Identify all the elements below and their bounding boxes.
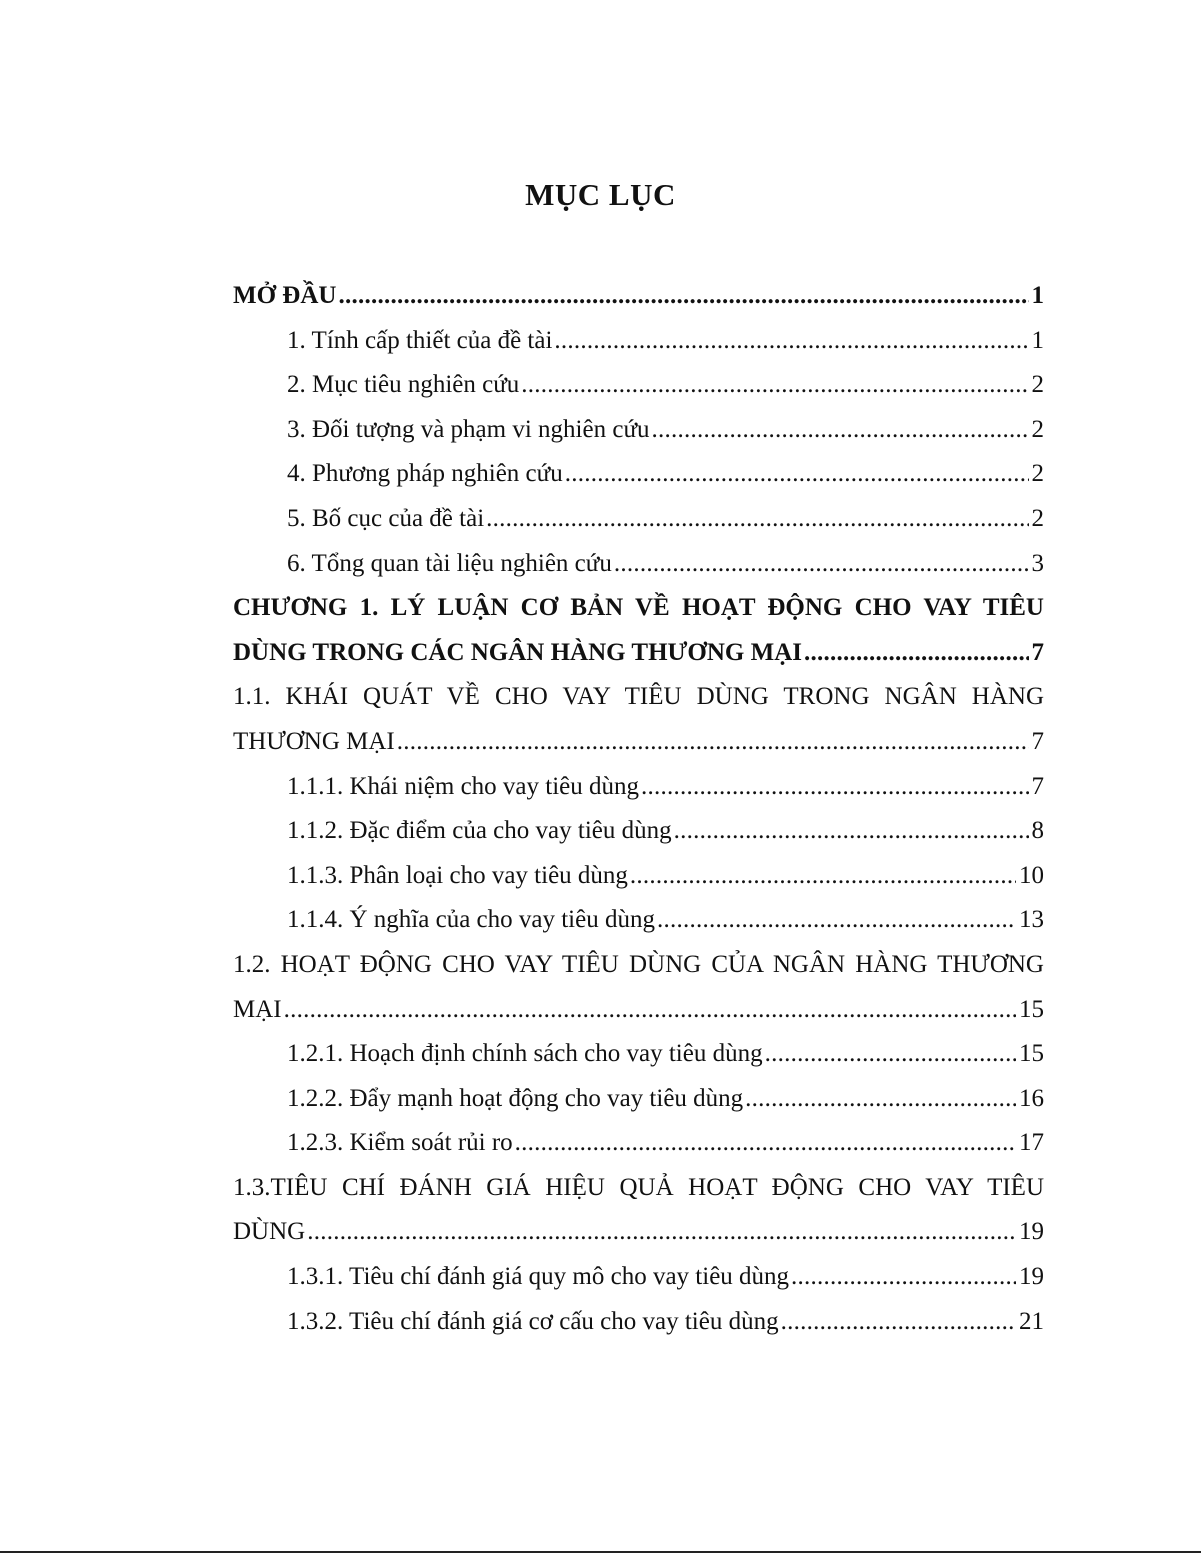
toc-page-number: 10: [1019, 861, 1044, 889]
toc-entry-text: MỞ ĐẦU: [233, 282, 337, 309]
dot-leader: [307, 1210, 1016, 1255]
toc-page-number: 2: [1031, 371, 1044, 399]
toc-page-number: 15: [1019, 1040, 1044, 1068]
toc-entry-text: 2. Mục tiêu nghiên cứu: [287, 371, 520, 399]
toc-entry[interactable]: [233, 765, 1044, 810]
dot-leader: [554, 319, 1028, 364]
toc-entry[interactable]: [233, 319, 1044, 364]
toc-entry[interactable]: [233, 452, 1044, 497]
toc-page-number: 7: [1031, 772, 1044, 800]
toc-entry[interactable]: [233, 363, 1044, 408]
toc-entry-text: 1.2.2. Đẩy mạnh hoạt động cho vay tiêu dùng: [287, 1084, 744, 1112]
dot-leader: [630, 854, 1016, 899]
toc-entry-text: 1.1.1. Khái niệm cho vay tiêu dùng: [287, 772, 640, 800]
toc-entry-last-line: [233, 1210, 1044, 1255]
toc-page-number: 17: [1019, 1129, 1044, 1157]
toc-entry-text: DÙNG TRONG CÁC NGÂN HÀNG THƯƠNG MẠI: [233, 638, 802, 666]
toc-entry-text: 5. Bố cục của đề tài: [287, 504, 485, 532]
toc-entry-text-line1: 1.2. HOẠT ĐỘNG CHO VAY TIÊU DÙNG CỦA NGÂN HÀNG THƯƠNG: [233, 950, 1044, 978]
dot-leader: [614, 542, 1029, 587]
toc-page-number: 2: [1031, 415, 1044, 443]
toc-entry[interactable]: [233, 1255, 1044, 1300]
toc-entry-text: 1.3.1. Tiêu chí đánh giá quy mô cho vay tiêu dùng: [287, 1263, 790, 1291]
toc-entry[interactable]: [233, 274, 1044, 319]
toc-page-number: 16: [1019, 1084, 1044, 1112]
toc-entry-text: 6. Tổng quan tài liệu nghiên cứu: [287, 549, 612, 577]
toc-page-number: 13: [1019, 906, 1044, 934]
toc-entry[interactable]: [233, 898, 1044, 943]
toc-entry-text: 1.1.4. Ý nghĩa của cho vay tiêu dùng: [287, 906, 655, 934]
toc-entry[interactable]: [233, 408, 1044, 453]
toc-entry-text: 3. Đối tượng và phạm vi nghiên cứu: [287, 415, 650, 443]
toc-entry-text-line1: 1.1. KHÁI QUÁT VỀ CHO VAY TIÊU DÙNG TRONG NGÂN HÀNG: [233, 683, 1044, 711]
toc-entry-text: 1. Tính cấp thiết của đề tài: [287, 326, 553, 354]
toc-entry[interactable]: [233, 1300, 1044, 1345]
toc-page-number: 15: [1019, 995, 1044, 1023]
dot-leader: [781, 1300, 1016, 1345]
dot-leader: [521, 363, 1028, 408]
toc-entry-text-line1: 1.3.TIÊU CHÍ ĐÁNH GIÁ HIỆU QUẢ HOẠT ĐỘNG CHO VAY TIÊU: [233, 1173, 1044, 1201]
page-title: MỤC LỤC: [525, 177, 676, 212]
toc-entry-last-line: [233, 988, 1044, 1033]
dot-leader: [641, 765, 1028, 810]
dot-leader: [791, 1255, 1016, 1300]
toc-page-number: 1: [1031, 326, 1044, 354]
dot-leader: [397, 720, 1029, 765]
toc-entry-last-line: [233, 720, 1044, 765]
toc-section-entry[interactable]: [233, 1166, 1044, 1255]
toc-entry[interactable]: [233, 1121, 1044, 1166]
dot-leader: [515, 1121, 1016, 1166]
toc-entry-text: THƯƠNG MẠI: [233, 727, 395, 755]
dot-leader: [284, 988, 1016, 1033]
toc-page-number: 8: [1031, 817, 1044, 845]
dot-leader: [765, 1032, 1016, 1077]
toc-entry-text: 1.2.1. Hoạch định chính sách cho vay tiêu dùng: [287, 1040, 763, 1068]
toc-entry-text: DÙNG: [233, 1218, 306, 1246]
toc-page-number: 3: [1031, 549, 1044, 577]
toc-entry[interactable]: [233, 854, 1044, 899]
toc-entry-text: 1.1.3. Phân loại cho vay tiêu dùng: [287, 861, 628, 889]
toc-page-number: 19: [1019, 1218, 1044, 1246]
toc-entry-text: 1.3.2. Tiêu chí đánh giá cơ cấu cho vay tiêu dùng: [287, 1307, 779, 1335]
toc-page-number: 7: [1031, 727, 1044, 755]
dot-leader: [565, 452, 1029, 497]
toc-entry-text: 4. Phương pháp nghiên cứu: [287, 460, 563, 488]
toc-entry[interactable]: [233, 1032, 1044, 1077]
toc-entry[interactable]: [233, 497, 1044, 542]
toc-entry-text: 1.2.3. Kiểm soát rủi ro: [287, 1129, 513, 1157]
toc-entry-text: MẠI: [233, 995, 282, 1023]
toc-entry[interactable]: [233, 1077, 1044, 1122]
dot-leader: [674, 809, 1029, 854]
toc-page-number: 21: [1019, 1307, 1044, 1335]
toc-page-number: 2: [1031, 504, 1044, 532]
toc-entry-last-line: [233, 631, 1044, 676]
toc-entry-text-line1: CHƯƠNG 1. LÝ LUẬN CƠ BẢN VỀ HOẠT ĐỘNG CHO VAY TIÊU: [233, 594, 1044, 622]
toc-section-entry[interactable]: [233, 675, 1044, 764]
dot-leader: [486, 497, 1028, 542]
toc-page-number: 7: [1031, 638, 1044, 666]
dot-leader: [745, 1077, 1016, 1122]
dot-leader: [652, 408, 1029, 453]
toc-section-entry[interactable]: [233, 943, 1044, 1032]
page-bottom-rule: [0, 1551, 1201, 1553]
dot-leader: [338, 274, 1028, 319]
dot-leader: [657, 898, 1016, 943]
toc-entry[interactable]: [233, 542, 1044, 587]
toc-page-number: 19: [1019, 1263, 1044, 1291]
dot-leader: [804, 631, 1029, 676]
table-of-contents: [233, 274, 1044, 1344]
toc-page-number: 2: [1031, 460, 1044, 488]
toc-page-number: 1: [1031, 282, 1044, 309]
toc-entry-text: 1.1.2. Đặc điểm của cho vay tiêu dùng: [287, 817, 672, 845]
toc-entry[interactable]: [233, 809, 1044, 854]
toc-chapter-entry[interactable]: [233, 586, 1044, 675]
